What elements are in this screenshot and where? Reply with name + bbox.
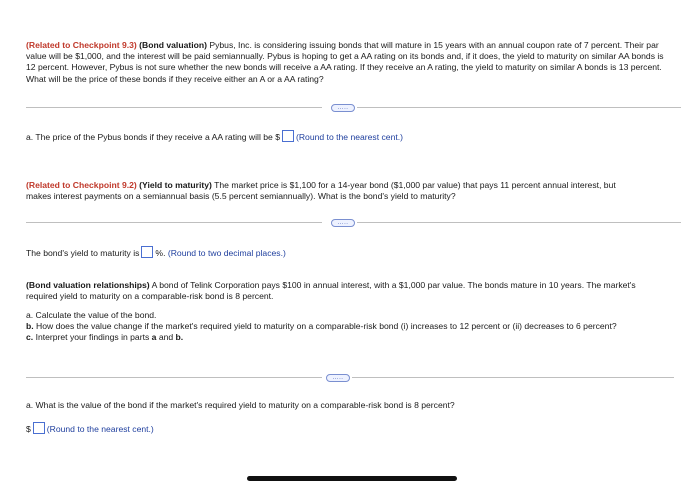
q2-answer-input[interactable] <box>141 246 153 258</box>
divider-left-2 <box>26 222 322 223</box>
q2-answer-line <box>26 246 286 259</box>
q3-topic: (Bond valuation relationships) <box>26 280 150 290</box>
question-1-text <box>26 40 666 85</box>
q3-item-b-label: b. <box>26 321 34 332</box>
expand-divider-1[interactable]: ..... <box>331 104 355 112</box>
q3-body: A bond of Telink Corporation pays $100 in annual interest, with a $1,000 par value. The bonds mature in 10 years. The market's required yield to maturity on a comparable-risk bond is 8 percent. <box>26 280 636 302</box>
q1-part-a <box>26 130 403 143</box>
q1-part-a-prompt: a. The price of the Pybus bonds if they receive a AA rating will be $ <box>26 132 280 142</box>
q1-part-a-hint: (Round to the nearest cent.) <box>295 132 403 142</box>
q3-item-c-label: c. <box>26 332 34 343</box>
q3-item-c-and: and <box>158 332 174 343</box>
q1-answer-input[interactable] <box>282 130 294 142</box>
q3-answer-input[interactable] <box>33 422 45 434</box>
q2-answer-prompt: The bond's yield to maturity is <box>26 248 140 258</box>
home-indicator-bar[interactable] <box>247 476 457 481</box>
q3-item-c-b: b. <box>175 332 184 343</box>
q3-item-c <box>26 332 656 343</box>
q3-part-a-question: a. What is the value of the bond if the market's required yield to maturity on a comparable-risk bond is 8 percent? <box>26 400 455 410</box>
question-2-text <box>26 180 626 202</box>
q1-checkpoint-ref: (Related to Checkpoint 9.3) <box>26 40 137 50</box>
q3-item-c-a: a <box>151 332 157 343</box>
q2-answer-hint: (Round to two decimal places.) <box>167 248 286 258</box>
q2-topic: (Yield to maturity) <box>139 180 212 190</box>
q2-percent-sign: %. <box>155 248 166 258</box>
q3-item-c-text: Interpret your findings in parts <box>35 332 150 343</box>
q3-answer-hint: (Round to the nearest cent.) <box>46 424 154 434</box>
divider-right-1 <box>357 107 681 108</box>
question-3-text <box>26 280 656 302</box>
divider-right-2 <box>357 222 681 223</box>
q1-topic: (Bond valuation) <box>139 40 207 50</box>
divider-left-1 <box>26 107 322 108</box>
q3-answer-line <box>26 422 154 435</box>
q2-checkpoint-ref: (Related to Checkpoint 9.2) <box>26 180 137 190</box>
divider-right-3 <box>352 377 674 378</box>
q3-item-a: a. Calculate the value of the bond. <box>26 310 157 320</box>
q3-items <box>26 310 656 344</box>
expand-divider-2[interactable]: ..... <box>331 219 355 227</box>
q3-dollar-sign: $ <box>26 424 31 434</box>
q2-body: The market price is $1,100 for a 14-year bond ($1,000 par value) that pays 11 percent annual interest, but makes interest payments on a semiannual basis (5.5 percent semiannually). What is the bond's yield to maturity? <box>26 180 616 202</box>
q1-body: Pybus, Inc. is considering issuing bonds that will mature in 15 years with an annual coupon rate of 7 percent. Their par value will be $1,000, and the interest will be paid semiannually. Pybus is hoping to get a AA rating on its bonds and, if it does, the yield to maturity on similar AA bonds is 12 percent. However, Pybus is not sure whether the new bonds will receive a AA rating. If they receive an A rating, the yield to maturity on similar A bonds is 13 percent. What will be the price of these bonds if they receive either an A or a AA rating? <box>26 40 664 84</box>
divider-left-3 <box>26 377 322 378</box>
expand-divider-3[interactable]: ..... <box>326 374 350 382</box>
q3-item-b-text: How does the value change if the market's required yield to maturity on a comparable-risk bond (i) increases to 12 percent or (ii) decreases to 6 percent? <box>36 321 617 332</box>
q3-item-b <box>26 321 656 332</box>
